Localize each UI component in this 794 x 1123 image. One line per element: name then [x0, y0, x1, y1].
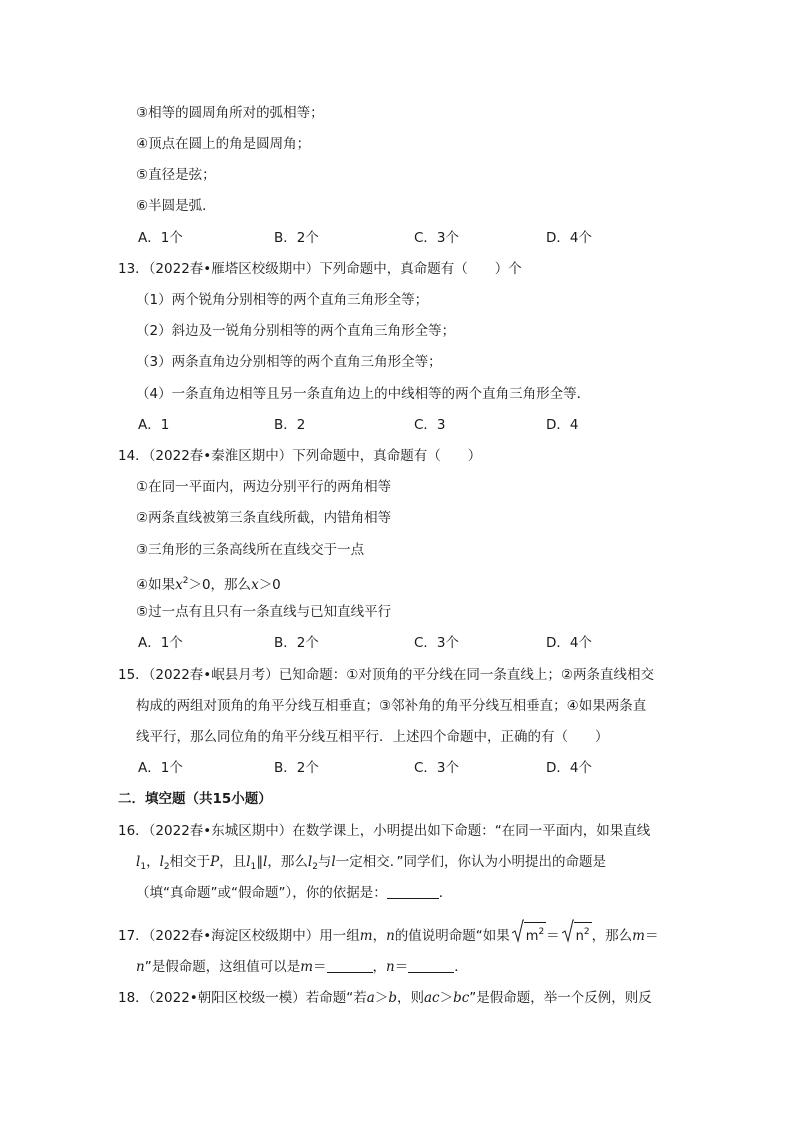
q18-line-1: 18．（2022•朝阳区校级一模）若命题“若a＞b，则ac＞bc”是假命题，举一个反例，则反: [118, 990, 652, 1006]
q15-option-c: C．3个: [414, 760, 460, 776]
q14-stem: 14．（2022春•秦淮区期中）下列命题中，真命题有（ ）: [118, 448, 482, 464]
q15-option-d: D．4个: [546, 760, 592, 776]
section-heading-fill-in: 二．填空题（共15小题）: [118, 791, 272, 807]
q12-statement-4: ④顶点在圆上的角是圆周角；: [136, 136, 311, 152]
q15-line-1: 15．（2022春•岷县月考）已知命题：①对顶角的平分线在同一条直线上；②两条直线相交: [118, 667, 654, 683]
q15-line-2: 构成的两组对顶角的角平分线互相垂直；③邻补角的角平分线互相垂直；④如果两条直: [136, 698, 647, 714]
q13-statement-4: （4）一条直角边相等且另一条直角边上的中线相等的两个直角三角形全等．: [136, 386, 591, 402]
q14-statement-1: ①在同一平面内，两边分别平行的两角相等: [136, 479, 392, 495]
q14-option-c: C．3个: [414, 635, 460, 651]
q14-option-a: A．1个: [138, 635, 183, 651]
q14-statement-2: ②两条直线被第三条直线所截，内错角相等: [136, 510, 392, 526]
q13-option-a: A．1: [138, 417, 170, 433]
q14-statement-3: ③三角形的三条高线所在直线交于一点: [136, 542, 365, 558]
q12-statement-6: ⑥半圆是弧．: [136, 198, 216, 214]
sqrt-n-squared: $n^2$: [562, 922, 592, 946]
answer-blank-n: [408, 960, 454, 973]
q13-stem: 13．（2022春•雁塔区校级期中）下列命题中，真命题有（ ）个: [118, 261, 522, 277]
q16-line-1: 16．（2022春•东城区期中）在数学课上，小明提出如下命题：“在同一平面内，如果直线: [118, 823, 651, 839]
q15-line-3: 线平行，那么同位角的角平分线互相平行．上述四个命题中，正确的有（ ）: [136, 729, 609, 745]
q17-line-2: n”是假命题，这组值可以是m＝ ，n＝ ．: [136, 959, 468, 975]
q12-option-d: D．4个: [546, 230, 592, 246]
q14-statement-4: ④如果$x^2>0$，那么x＞0: [136, 576, 281, 593]
q14-option-d: D．4个: [546, 635, 592, 651]
q14-statement-5: ⑤过一点有且只有一条直线与已知直线平行: [136, 604, 392, 620]
q12-statement-5: ⑤直径是弦；: [136, 167, 216, 183]
q16-line-3: （填“真命题”或“假命题”），你的依据是： ．: [136, 885, 453, 901]
sqrt-m-squared: $m^2$: [512, 922, 546, 946]
q13-statement-1: （1）两个锐角分别相等的两个直角三角形全等；: [136, 292, 429, 308]
q17-line-1: 17．（2022春•海淀区校级期中）用一组m，n的值说明命题“如果 $m^2$ ＝ $n^2$ ，那么m＝: [118, 922, 658, 946]
answer-blank-m: [327, 960, 373, 973]
q13-statement-2: （2）斜边及一锐角分别相等的两个直角三角形全等；: [136, 323, 456, 339]
q13-option-d: D．4: [546, 417, 579, 433]
q12-option-c: C．3个: [414, 230, 460, 246]
q13-option-b: B．2: [274, 417, 306, 433]
answer-blank: [387, 886, 439, 899]
q15-option-a: A．1个: [138, 760, 183, 776]
q14-option-b: B．2个: [274, 635, 319, 651]
q13-statement-3: （3）两条直角边分别相等的两个直角三角形全等；: [136, 354, 442, 370]
q13-option-c: C．3: [414, 417, 446, 433]
q12-statement-3: ③相等的圆周角所对的弧相等；: [136, 105, 324, 121]
q12-option-b: B．2个: [274, 230, 319, 246]
q12-option-a: A．1个: [138, 230, 183, 246]
q15-option-b: B．2个: [274, 760, 319, 776]
q16-line-2: $l_1$，$l_2$相交于P，且$l_1\parallel l$，那么$l_2$与l一定相交．”同学们，你认为小明提出的命题是: [136, 854, 606, 872]
